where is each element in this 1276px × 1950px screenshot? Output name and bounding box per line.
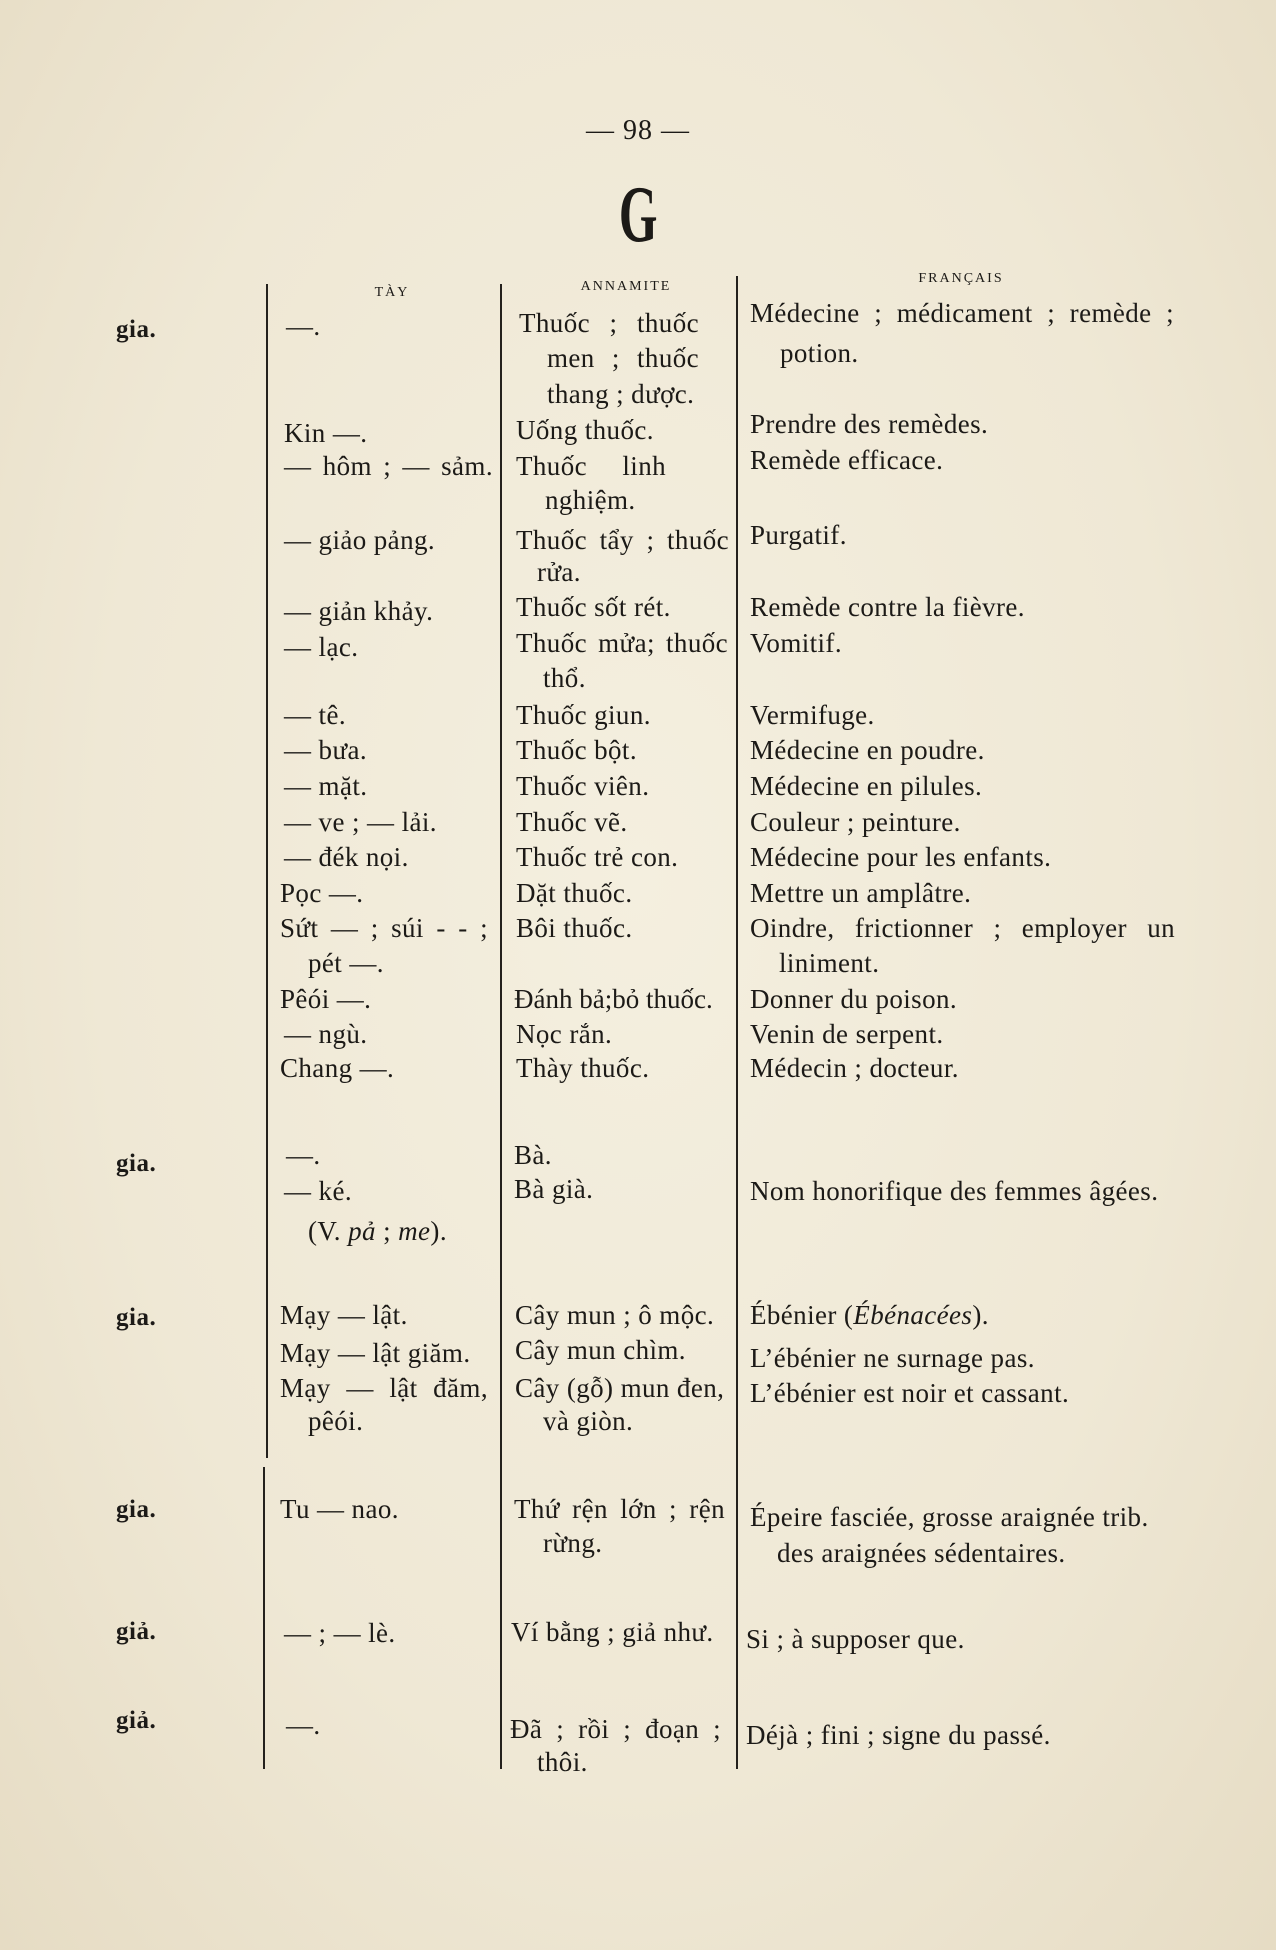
column-rule-annamite [500,284,502,1769]
french-translation: Épeire fasciée, grosse araignée trib. [750,1502,1149,1532]
annamite-translation: Thuốc giun. [516,700,651,730]
annamite-translation: và giòn. [543,1406,634,1436]
annamite-translation: Thuốc sốt rét. [516,592,671,622]
tay-term: pét —. [308,948,384,978]
french-translation: Vermifuge. [750,700,875,730]
tay-term: Pọc —. [280,878,364,908]
annamite-translation: Thuốc bột. [516,735,637,765]
french-translation [750,1299,989,1331]
french-translation: des araignées sédentaires. [777,1538,1066,1568]
annamite-translation: thôi. [537,1747,588,1777]
french-translation: Si ; à supposer que. [746,1624,965,1654]
french-translation: L’ébénier ne surnage pas. [750,1343,1035,1373]
french-translation: L’ébénier est noir et cassant. [750,1378,1070,1408]
headword: giả. [116,1707,157,1734]
headword: giả. [116,1618,157,1645]
french-translation: Nom honorifique des femmes âgées. [750,1176,1159,1206]
note-text: (V. [308,1216,349,1246]
annamite-translation: men ; thuốc [547,343,699,373]
annamite-translation: Nọc rắn. [516,1019,613,1049]
annamite-translation: Đánh bả;bỏ thuốc. [514,984,713,1014]
note-text: ). [430,1216,447,1246]
french-translation: Médecine pour les enfants. [750,842,1052,872]
section-letter [0,171,1276,259]
tay-term: — ké. [284,1176,352,1206]
french-translation: Mettre un amplâtre. [750,878,972,908]
french-translation: Couleur ; peinture. [750,807,961,837]
annamite-translation: Uống thuốc. [516,415,654,445]
tay-term: — đék nọi. [284,842,409,872]
column-rule-tay-upper [266,284,268,1458]
french-translation: Médecine ; médicament ; remède ; [750,298,1174,328]
tay-term: — ve ; — lải. [284,807,437,837]
tay-term: Sứt — ; súi - - ; [280,913,488,943]
annamite-translation: Bôi thuốc. [516,913,633,943]
annamite-translation: Ví bằng ; giả như. [511,1617,714,1647]
annamite-translation: nghiệm. [545,485,636,515]
french-translation: Donner du poison. [750,984,958,1014]
headword: gia. [116,1304,157,1331]
note-text: ; [375,1216,399,1246]
french-translation: Vomitif. [750,628,842,658]
tay-cross-reference [308,1215,447,1247]
french-text: ). [972,1300,989,1330]
french-translation: Médecin ; docteur. [750,1053,959,1083]
tay-term: Chang —. [280,1053,395,1083]
tay-term: —. [286,1710,321,1740]
column-header-francais: FRANÇAIS [918,271,1004,286]
annamite-translation: Thuốc mửa; thuốc [516,628,728,658]
column-header-tay: TÀY [374,285,410,300]
annamite-translation: Thuốc linh [516,451,666,481]
annamite-translation: Bà già. [514,1174,594,1204]
note-italic-term: pả [348,1216,376,1246]
annamite-translation: Dặt thuốc. [516,878,633,908]
note-italic-term: me [398,1216,431,1246]
annamite-translation: Cây (gỗ) mun đen, [515,1373,725,1403]
annamite-translation: Thuốc ; thuốc [519,308,699,338]
french-translation: Prendre des remèdes. [750,409,989,439]
annamite-translation: Thuốc tẩy ; thuốc [516,525,729,555]
tay-term: — hôm ; — sảm. [284,451,493,481]
annamite-translation: Bà. [514,1140,552,1170]
french-translation: Remède efficace. [750,445,944,475]
tay-term: — bưa. [284,735,368,765]
annamite-translation: thổ. [543,663,586,693]
tay-term: Kin —. [284,418,368,448]
annamite-translation: Thuốc viên. [516,771,650,801]
annamite-translation: rừng. [543,1528,603,1558]
tay-term: — mặt. [284,771,368,801]
annamite-translation: Đã ; rồi ; đoạn ; [510,1714,721,1744]
tay-term: Tu — nao. [280,1494,399,1524]
french-translation: potion. [780,338,859,368]
french-translation: Oindre, frictionner ; employer un [750,913,1175,943]
column-rule-tay-lower [263,1467,265,1769]
tay-term: — tê. [284,700,346,730]
annamite-translation: Thứ rện lớn ; rện [514,1494,725,1524]
tay-term: Mạy — lật giăm. [280,1338,471,1368]
french-translation: Médecine en poudre. [750,735,985,765]
page-number: — 98 — [586,115,690,146]
french-translation: liniment. [779,948,880,978]
annamite-translation: Cây mun ; ô mộc. [515,1300,715,1330]
annamite-translation: thang ; dược. [547,379,695,409]
french-translation: Médecine en pilules. [750,771,983,801]
annamite-translation: Thày thuốc. [516,1053,650,1083]
tay-term: — ; — lè. [284,1618,396,1648]
headword: gia. [116,316,157,343]
annamite-translation: Cây mun chìm. [515,1335,686,1365]
annamite-translation: Thuốc trẻ con. [516,842,679,872]
tay-term: — giảo pảng. [284,525,436,555]
headword: gia. [116,1150,157,1177]
french-translation: Venin de serpent. [750,1019,944,1049]
annamite-translation: rửa. [537,557,581,587]
french-italic-family: Ébénacées [853,1300,973,1330]
tay-term: — ngù. [284,1019,368,1049]
french-translation: Purgatif. [750,520,847,550]
tay-term: — lạc. [284,632,359,662]
tay-term: Mạy — lật. [280,1300,408,1330]
annamite-translation: Thuốc vẽ. [516,807,628,837]
tay-term: Pêói —. [280,984,372,1014]
headword: gia. [116,1496,157,1523]
column-header-annamite: ANNAMITE [580,279,672,294]
tay-term: Mạy — lật đăm, [280,1373,488,1403]
french-text: Ébénier ( [750,1300,854,1330]
french-translation: Déjà ; fini ; signe du passé. [746,1720,1051,1750]
tay-term: —. [286,311,321,341]
tay-term: pêói. [308,1406,364,1436]
section-letter-glyph: G [618,171,658,259]
column-rule-francais [736,276,738,1769]
tay-term: — giản khảy. [284,596,434,626]
tay-term: —. [286,1140,321,1170]
french-translation: Remède contre la fièvre. [750,592,1025,622]
